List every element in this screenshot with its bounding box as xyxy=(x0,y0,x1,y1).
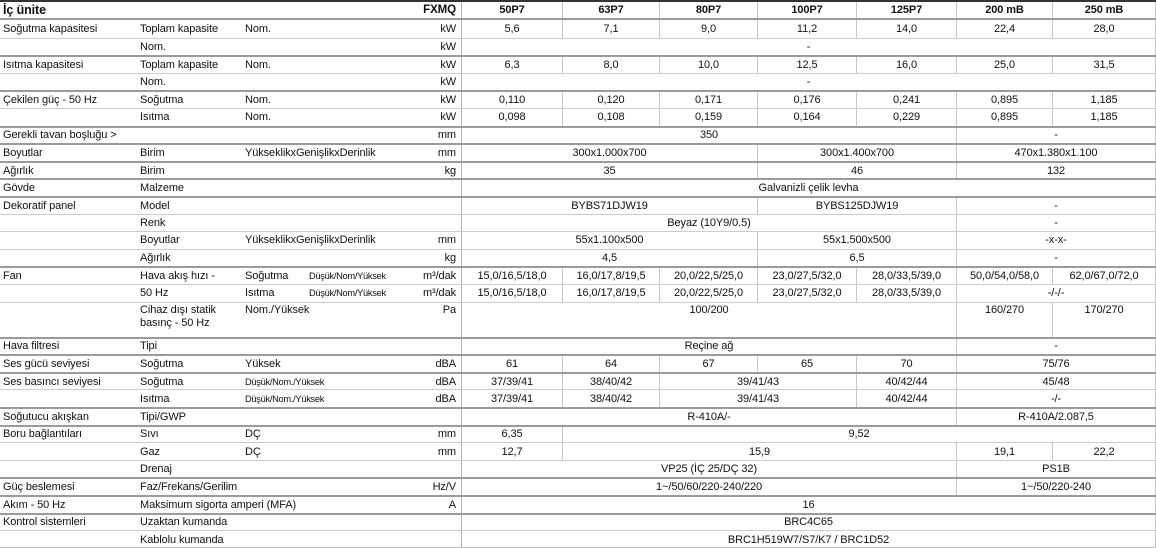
row-label: Hava akış hızı - xyxy=(140,270,215,283)
table-row xyxy=(0,513,1156,531)
row-values xyxy=(462,250,1156,267)
row-labels xyxy=(0,232,462,249)
table-row xyxy=(0,143,1156,161)
table-row xyxy=(0,284,1156,302)
row-values xyxy=(462,145,1156,161)
value-cell: 0,229 xyxy=(856,109,956,126)
table-row xyxy=(0,372,1156,390)
row-labels xyxy=(0,215,462,232)
value-cell: 15,0/16,5/18,0 xyxy=(477,270,547,283)
value-cell: 20,0/22,5/25,0 xyxy=(659,285,757,302)
row-label: Boru bağlantıları xyxy=(3,428,83,441)
row-labels xyxy=(0,479,462,495)
row-label: Düşük/Nom/Yüksek xyxy=(309,271,386,282)
value-cell: 12,5 xyxy=(757,57,856,73)
row-label: Isıtma xyxy=(140,392,170,405)
page-title: İç ünite xyxy=(3,3,46,17)
value-cell: 16,0 xyxy=(856,57,956,73)
table-row xyxy=(0,73,1156,91)
row-label: Ses gücü seviyesi xyxy=(3,358,90,371)
value-cell: 11,2 xyxy=(757,20,856,38)
row-label: Nom. xyxy=(245,94,271,107)
value-cell: - xyxy=(806,40,811,53)
value-cell: 46 xyxy=(757,163,956,179)
row-labels xyxy=(0,339,462,355)
row-label: Akım - 50 Hz xyxy=(3,498,66,511)
row-label: Tipi xyxy=(140,340,157,353)
value-cell: 1~/50/220-240 xyxy=(956,479,1155,495)
row-label: Güç beslemesi xyxy=(3,481,75,494)
row-values xyxy=(462,390,1156,407)
unit-label: kW xyxy=(440,94,456,107)
value-cell: 28,0/33,5/39,0 xyxy=(856,268,956,284)
value-cell: 0,895 xyxy=(956,92,1052,108)
value-cell: 14,0 xyxy=(856,20,956,38)
value-cell: 37/39/41 xyxy=(490,375,534,388)
value-cell: 15,0/16,5/18,0 xyxy=(477,287,547,300)
value-cell: 55x1.100x500 xyxy=(575,234,644,247)
row-label: Model xyxy=(140,199,170,212)
table-row xyxy=(0,354,1156,372)
table-row xyxy=(0,425,1156,443)
value-cell: 5,6 xyxy=(504,22,520,35)
value-cell: - xyxy=(806,76,811,89)
value-cell: 39/41/43 xyxy=(659,374,856,390)
unit-label: kW xyxy=(440,58,456,71)
value-cell: 100/200 xyxy=(689,303,729,316)
value-cell: Beyaz (10Y9/0.5) xyxy=(667,216,751,229)
row-values xyxy=(462,497,1156,513)
value-cell: 16,0/17,8/19,5 xyxy=(562,268,659,284)
unit-label: Pa xyxy=(442,303,456,316)
value-cell: 0,171 xyxy=(659,92,757,108)
table-row xyxy=(0,249,1156,267)
value-cell: 9,52 xyxy=(562,427,1155,443)
row-labels xyxy=(0,285,462,302)
value-cell: 28,0 xyxy=(1052,20,1155,38)
column-header: 250 mB xyxy=(1052,2,1155,18)
table-row xyxy=(0,90,1156,108)
row-label: Yüksek xyxy=(245,358,281,371)
row-labels xyxy=(0,163,462,179)
row-label: Gövde xyxy=(3,182,35,195)
value-cell: 0,164 xyxy=(757,109,856,126)
row-values xyxy=(462,303,1156,337)
row-label: Boyutlar xyxy=(3,146,43,159)
row-label: Soğutucu akışkan xyxy=(3,410,89,423)
table-header-row xyxy=(0,0,1156,20)
unit-label: mm xyxy=(437,146,456,159)
value-cell: VP25 (İÇ 25/DÇ 32) xyxy=(660,463,758,476)
value-cell: 12,7 xyxy=(501,445,523,458)
row-label: YükseklikxGenişlikxDerinlik xyxy=(245,234,376,247)
value-cell: 0,241 xyxy=(856,92,956,108)
column-header: 63P7 xyxy=(562,2,659,18)
value-cell: 50,0/54,0/58,0 xyxy=(956,268,1052,284)
row-values xyxy=(462,285,1156,302)
row-values xyxy=(462,57,1156,73)
table-row xyxy=(0,389,1156,407)
unit-label: m³/dak xyxy=(422,287,456,300)
value-cell: 6,5 xyxy=(757,250,956,267)
row-label: Nom. xyxy=(245,111,271,124)
unit-label: kW xyxy=(440,22,456,35)
row-values xyxy=(462,215,1156,232)
value-cell: 6,3 xyxy=(504,58,520,71)
row-values xyxy=(462,20,1156,38)
value-cell: - xyxy=(956,128,1155,144)
row-labels xyxy=(0,390,462,407)
value-cell: 7,1 xyxy=(562,20,659,38)
table-row xyxy=(0,477,1156,495)
row-label: Isıtma xyxy=(245,287,275,300)
row-values xyxy=(462,461,1156,478)
value-cell: 1,185 xyxy=(1052,109,1155,126)
row-label: Maksimum sigorta amperi (MFA) xyxy=(140,498,297,511)
row-label: DÇ xyxy=(245,445,261,458)
unit-label: mm xyxy=(437,234,456,247)
table-row xyxy=(0,214,1156,232)
row-label: Toplam kapasite xyxy=(140,58,218,71)
value-cell: BYBS125DJW19 xyxy=(757,198,956,214)
value-cell: 61 xyxy=(505,358,519,371)
value-cell: 40/42/44 xyxy=(856,374,956,390)
value-cell: 9,0 xyxy=(659,20,757,38)
value-cell: 0,120 xyxy=(562,92,659,108)
row-label: Soğutma xyxy=(140,358,184,371)
row-label: Isıtma xyxy=(140,111,170,124)
row-values xyxy=(462,443,1156,460)
row-values xyxy=(462,109,1156,126)
row-label: Gaz xyxy=(140,445,160,458)
row-label: Birim xyxy=(140,164,165,177)
row-label: Düşük/Nom/Yüksek xyxy=(309,288,386,299)
row-label: Cihaz dışı statik basınç - 50 Hz xyxy=(140,303,216,329)
value-cell: 37/39/41 xyxy=(490,392,534,405)
value-cell: 38/40/42 xyxy=(562,374,659,390)
table-row xyxy=(0,38,1156,56)
value-cell: PS1B xyxy=(956,461,1155,478)
column-header: 200 mB xyxy=(956,2,1052,18)
header-labels xyxy=(0,2,462,18)
table-row xyxy=(0,178,1156,196)
value-cell: 39/41/43 xyxy=(659,390,856,407)
value-cell: 55x1.500x500 xyxy=(757,232,956,249)
row-labels xyxy=(0,198,462,214)
row-values xyxy=(462,128,1156,144)
column-header: 125P7 xyxy=(856,2,956,18)
value-cell: BYBS71DJW19 xyxy=(571,199,648,212)
column-header: 100P7 xyxy=(757,2,856,18)
value-cell: 160/270 xyxy=(956,303,1052,337)
row-values xyxy=(462,39,1156,56)
row-values xyxy=(462,180,1156,196)
row-label: YükseklikxGenişlikxDerinlik xyxy=(245,146,376,159)
row-labels xyxy=(0,39,462,56)
unit-label: Hz/V xyxy=(432,481,456,494)
row-labels xyxy=(0,92,462,108)
row-label: Boyutlar xyxy=(140,234,180,247)
unit-label: kW xyxy=(440,40,456,53)
table-row xyxy=(0,20,1156,38)
row-labels xyxy=(0,57,462,73)
value-cell: - xyxy=(956,339,1155,355)
row-label: Ses basıncı seviyesi xyxy=(3,375,101,388)
row-labels xyxy=(0,180,462,196)
row-values xyxy=(462,427,1156,443)
row-labels xyxy=(0,268,462,284)
row-label: Toplam kapasite xyxy=(140,22,218,35)
value-cell: 0,159 xyxy=(659,109,757,126)
value-cell: 40/42/44 xyxy=(856,390,956,407)
value-cell: 0,110 xyxy=(498,94,526,107)
value-cell: 75/76 xyxy=(956,356,1155,372)
value-cell: 19,1 xyxy=(956,443,1052,460)
row-values xyxy=(462,531,1156,548)
table-row xyxy=(0,55,1156,73)
row-label: Hava filtresi xyxy=(3,340,60,353)
row-labels xyxy=(0,374,462,390)
table-row xyxy=(0,196,1156,214)
row-label: Uzaktan kumanda xyxy=(140,516,228,529)
value-cell: - xyxy=(956,198,1155,214)
row-labels xyxy=(0,145,462,161)
row-values xyxy=(462,339,1156,355)
row-labels xyxy=(0,74,462,91)
value-cell: -x-x- xyxy=(956,232,1155,249)
row-label: Malzeme xyxy=(140,182,184,195)
unit-label: kg xyxy=(444,252,456,265)
value-cell: 1,185 xyxy=(1052,92,1155,108)
value-cell: - xyxy=(956,250,1155,267)
row-label: Dekoratif panel xyxy=(3,199,76,212)
value-cell: 1~/50/60/220-240/220 xyxy=(656,481,762,494)
row-values xyxy=(462,356,1156,372)
value-cell: 45/48 xyxy=(956,374,1155,390)
row-labels xyxy=(0,20,462,38)
row-label: Kablolu kumanda xyxy=(140,533,224,546)
value-cell: 67 xyxy=(659,356,757,372)
value-cell: 132 xyxy=(956,163,1155,179)
row-label: Renk xyxy=(140,216,166,229)
row-label: Tipi/GWP xyxy=(140,410,186,423)
row-label: Nom. xyxy=(140,40,166,53)
row-labels xyxy=(0,356,462,372)
column-header: 80P7 xyxy=(659,2,757,18)
row-label: 50 Hz xyxy=(140,287,169,300)
table-row xyxy=(0,161,1156,179)
value-cell: 16,0/17,8/19,5 xyxy=(562,285,659,302)
unit-label: kW xyxy=(440,76,456,89)
row-values xyxy=(462,374,1156,390)
row-label: Drenaj xyxy=(140,463,172,476)
row-label: Soğutma kapasitesi xyxy=(3,22,98,35)
row-labels xyxy=(0,461,462,478)
unit-label: dBA xyxy=(435,375,456,388)
table-row xyxy=(0,302,1156,337)
value-cell: 470x1.380x1.100 xyxy=(956,145,1155,161)
row-labels xyxy=(0,497,462,513)
row-labels xyxy=(0,515,462,531)
value-cell: 4,5 xyxy=(602,252,617,265)
value-cell: 23,0/27,5/32,0 xyxy=(757,268,856,284)
value-cell: BRC1H519W7/S7/K7 / BRC1D52 xyxy=(727,533,890,546)
row-label: Düşük/Nom./Yüksek xyxy=(245,393,325,404)
value-cell: 0,176 xyxy=(757,92,856,108)
value-cell: 23,0/27,5/32,0 xyxy=(757,285,856,302)
row-label: Çekilen güç - 50 Hz xyxy=(3,94,98,107)
table-row xyxy=(0,530,1156,548)
table-row xyxy=(0,337,1156,355)
row-label: Nom. xyxy=(245,22,271,35)
value-cell: 0,895 xyxy=(956,109,1052,126)
column-header: 50P7 xyxy=(499,4,525,16)
value-cell: 15,9 xyxy=(562,443,956,460)
row-labels xyxy=(0,427,462,443)
value-cell: 0,108 xyxy=(562,109,659,126)
row-labels xyxy=(0,250,462,267)
row-values xyxy=(462,74,1156,91)
row-label: Ağırlık xyxy=(3,164,34,177)
row-label: Sıvı xyxy=(140,428,159,441)
value-cell: 38/40/42 xyxy=(562,390,659,407)
value-cell: 25,0 xyxy=(956,57,1052,73)
row-values xyxy=(462,92,1156,108)
value-cell: 31,5 xyxy=(1052,57,1155,73)
row-values xyxy=(462,409,1156,425)
value-cell: -/-/- xyxy=(956,285,1155,302)
row-label: Düşük/Nom./Yüksek xyxy=(245,376,325,387)
row-label: Soğutma xyxy=(140,375,184,388)
unit-label: mm xyxy=(437,445,456,458)
unit-label: A xyxy=(448,498,456,511)
value-cell: 350 xyxy=(699,129,719,142)
row-labels xyxy=(0,128,462,144)
value-cell: 300x1.000x700 xyxy=(572,146,647,159)
row-label: Isıtma kapasitesi xyxy=(3,58,84,71)
row-label: Faz/Frekans/Gerilim xyxy=(140,481,238,494)
value-cell: 300x1.400x700 xyxy=(757,145,956,161)
table-row xyxy=(0,108,1156,126)
table-row xyxy=(0,407,1156,425)
value-cell: 65 xyxy=(757,356,856,372)
value-cell: 20,0/22,5/25,0 xyxy=(659,268,757,284)
unit-label: dBA xyxy=(435,392,456,405)
row-label: DÇ xyxy=(245,428,261,441)
row-label: Gerekli tavan boşluğu > xyxy=(3,129,117,142)
row-values xyxy=(462,232,1156,249)
row-label: Fan xyxy=(3,270,22,283)
model-series-label: FXMQ xyxy=(423,4,456,16)
unit-label: mm xyxy=(437,129,456,142)
value-cell: Galvanizli çelik levha xyxy=(758,182,859,195)
value-cell: 170/270 xyxy=(1052,303,1155,337)
value-cell: 64 xyxy=(562,356,659,372)
value-cell: R-410A/2.087,5 xyxy=(956,409,1155,425)
table-row xyxy=(0,231,1156,249)
row-values xyxy=(462,268,1156,284)
value-cell: 6,35 xyxy=(501,428,523,441)
value-cell: -/- xyxy=(956,390,1155,407)
row-label: Soğutma xyxy=(140,94,184,107)
column-headers xyxy=(462,2,1156,18)
value-cell: 22,2 xyxy=(1052,443,1155,460)
row-labels xyxy=(0,109,462,126)
value-cell: - xyxy=(956,215,1155,232)
row-values xyxy=(462,198,1156,214)
value-cell: 28,0/33,5/39,0 xyxy=(856,285,956,302)
table-row xyxy=(0,266,1156,284)
value-cell: 10,0 xyxy=(659,57,757,73)
table-row xyxy=(0,126,1156,144)
value-cell: 62,0/67,0/72,0 xyxy=(1052,268,1155,284)
row-label: Ağırlık xyxy=(140,252,171,265)
row-labels xyxy=(0,303,462,337)
row-labels xyxy=(0,443,462,460)
value-cell: 16 xyxy=(802,498,815,511)
value-cell: R-410A/- xyxy=(687,410,731,423)
table-row xyxy=(0,460,1156,478)
table-row xyxy=(0,495,1156,513)
table-body xyxy=(0,20,1156,548)
value-cell: BRC4C65 xyxy=(784,516,833,529)
row-values xyxy=(462,515,1156,531)
unit-label: kg xyxy=(444,164,456,177)
row-labels xyxy=(0,531,462,548)
value-cell: 8,0 xyxy=(562,57,659,73)
row-label: Nom. xyxy=(140,76,166,89)
row-label: Nom. xyxy=(245,58,271,71)
unit-label: mm xyxy=(437,428,456,441)
unit-label: dBA xyxy=(435,358,456,371)
value-cell: 35 xyxy=(603,164,616,177)
row-labels xyxy=(0,409,462,425)
unit-label: kW xyxy=(440,111,456,124)
row-label: Kontrol sistemleri xyxy=(3,516,86,529)
value-cell: 22,4 xyxy=(956,20,1052,38)
value-cell: Reçine ağ xyxy=(684,340,734,353)
row-label: Nom./Yüksek xyxy=(245,303,310,316)
row-label: Birim xyxy=(140,146,165,159)
row-values xyxy=(462,479,1156,495)
unit-label: m³/dak xyxy=(422,270,456,283)
row-label: Soğutma xyxy=(245,270,289,283)
table-row xyxy=(0,442,1156,460)
value-cell: 0,098 xyxy=(498,111,526,124)
row-values xyxy=(462,163,1156,179)
value-cell: 70 xyxy=(856,356,956,372)
